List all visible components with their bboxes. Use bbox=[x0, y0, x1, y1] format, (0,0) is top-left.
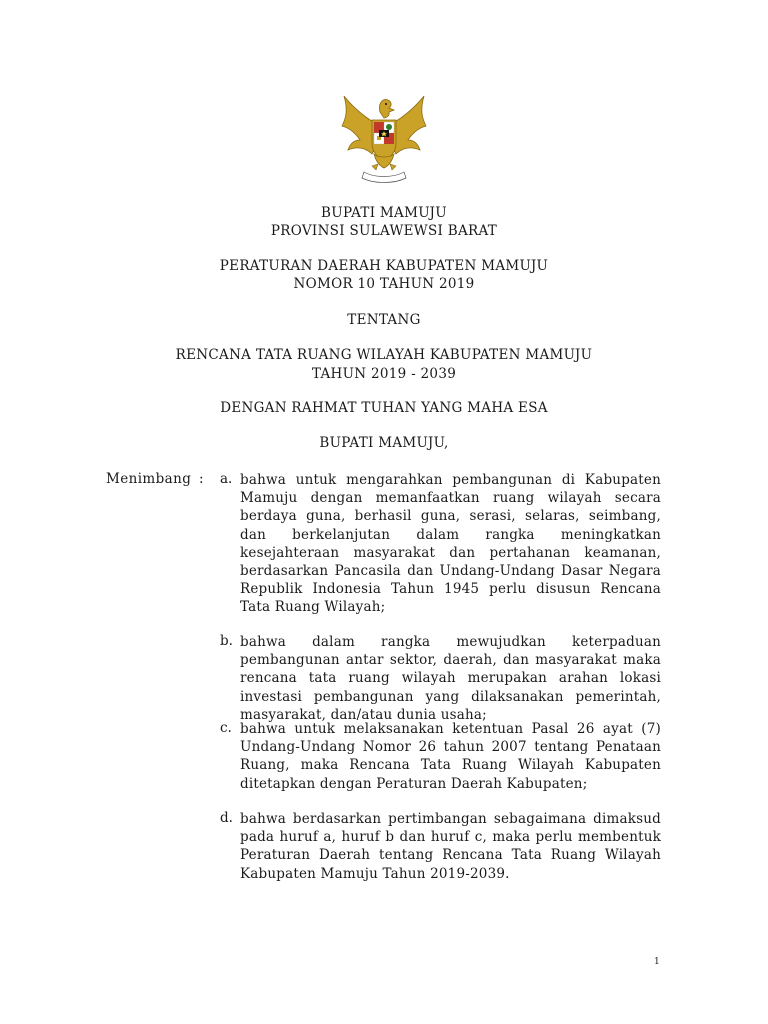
consideration-letter: a. bbox=[220, 471, 233, 487]
menimbang-label: Menimbang bbox=[106, 471, 192, 487]
enacting-authority: BUPATI MAMUJU, bbox=[319, 435, 449, 451]
regent-title: BUPATI MAMUJU bbox=[321, 205, 447, 221]
preamble-blessing: DENGAN RAHMAT TUHAN YANG MAHA ESA bbox=[220, 400, 548, 416]
consideration-letter: d. bbox=[220, 810, 233, 826]
consideration-letter: c. bbox=[220, 720, 232, 736]
page-number: 1 bbox=[654, 957, 660, 967]
garuda-pancasila-emblem bbox=[334, 88, 434, 188]
consideration-text: bahwa untuk mengarahkan pembangunan di Kabupaten Mamuju dengan memanfaatkan ruang wilayah secara berdaya guna, berhasil guna, serasi, selaras, seimbang, dan berkelanjutan dalam rangka meningkatkan kesejahteraan masyarakat dan pertahanan keamanan, berdasarkan Pancasila dan Undang-Undang Dasar Negara Republik Indonesia Tahun 1945 perlu disusun Rencana Tata Ruang Wilayah; bbox=[240, 472, 661, 616]
consideration-text: bahwa untuk melaksanakan ketentuan Pasal 26 ayat (7) Undang-Undang Nomor 26 tahun 2007 tentang Penataan Ruang, maka Rencana Tata Ruang Wilayah Kabupaten ditetapkan dengan Peraturan Daerah Kabupaten; bbox=[240, 721, 661, 792]
regulation-period: TAHUN 2019 - 2039 bbox=[311, 366, 457, 382]
consideration-letter: b. bbox=[220, 633, 233, 649]
regulation-title: PERATURAN DAERAH KABUPATEN MAMUJU bbox=[219, 258, 549, 274]
consideration-text: bahwa dalam rangka mewujudkan keterpaduan pembangunan antar sektor, daerah, dan masyarakat maka rencana tata ruang wilayah merupakan arahan lokasi investasi pembangunan yang dilaksanakan pemerintah, masyarakat, dan/atau dunia usaha; bbox=[240, 634, 661, 723]
menimbang-colon: : bbox=[199, 471, 204, 487]
regulation-subject: RENCANA TATA RUANG WILAYAH KABUPATEN MAMUJU bbox=[175, 347, 593, 363]
consideration-text: bahwa berdasarkan pertimbangan sebagaimana dimaksud pada huruf a, huruf b dan huruf c, maka perlu membentuk Peraturan Daerah tentang Rencana Tata Ruang Wilayah Kabupaten Mamuju Tahun 2019-2039. bbox=[240, 811, 661, 882]
regulation-number: NOMOR 10 TAHUN 2019 bbox=[293, 276, 475, 292]
about-heading: TENTANG bbox=[347, 312, 421, 328]
province-title: PROVINSI SULAWEWSI BARAT bbox=[270, 223, 498, 239]
